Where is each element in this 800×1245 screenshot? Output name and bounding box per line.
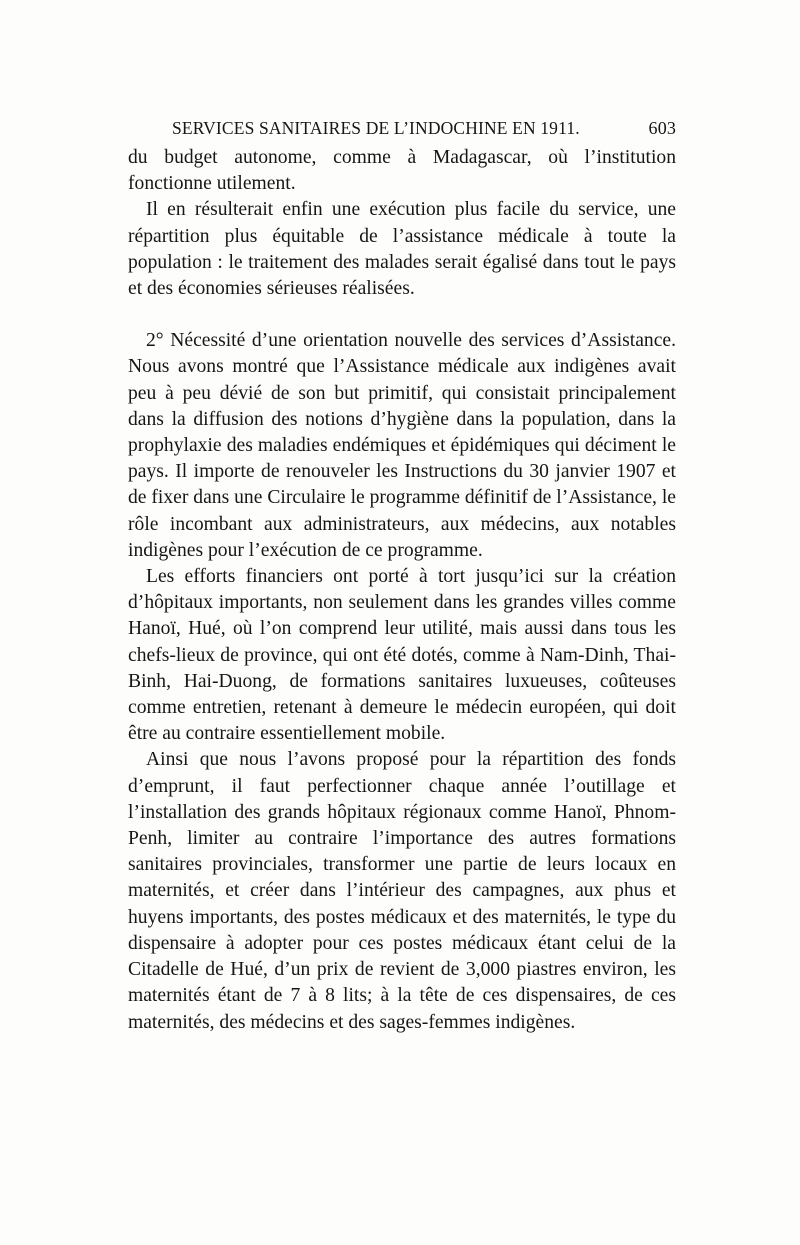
paragraph-consequence: Il en résulterait enfin une exécution plus facile du service, une répartition plus équitable de l’assistance médicale à toute la population : le traitement des malades serait égalisé dans tout le pays et des économies sérieuses réalisées.: [128, 199, 676, 300]
running-title: SERVICES SANITAIRES DE L’INDOCHINE EN 1911.: [172, 118, 580, 138]
paragraph-continuation: du budget autonome, comme à Madagascar, où l’institution fonctionne utilement.: [128, 147, 676, 195]
page-number: 603: [648, 118, 676, 138]
body-text: [128, 145, 676, 1036]
paragraph-section-2: 2° Nécessité d’une orientation nouvelle des services d’Assistance. Nous avons montré que l’Assistance médicale aux indigènes avait peu à peu dévié de son but primitif, qui consistait principalement dans la diffusion des notions d’hygiène dans la population, dans la prophylaxie des maladies endémiques et épidémiques qui déciment le pays. Il importe de renouveler les Instructions du 30 janvier 1907 et de fixer dans une Circulaire le programme définitif de l’Assistance, le rôle incombant aux administrateurs, aux médecins, aux notables indigènes pour l’exécution de ce programme.: [128, 330, 676, 561]
running-head: [128, 118, 676, 146]
paragraph-proposal: Ainsi que nous l’avons proposé pour la répartition des fonds d’emprunt, il faut perfectionner chaque année l’outillage et l’installation des grands hôpitaux régionaux comme Hanoï, Phnom-Penh, limiter au contraire l’importance des autres formations sanitaires provinciales, transformer une partie de leurs locaux en maternités, et créer dans l’intérieur des campagnes, aux phus et huyens importants, des postes médicaux et des maternités, le type du dispensaire à adopter pour ces postes médicaux étant celui de la Citadelle de Hué, d’un prix de revient de 3,000 piastres environ, les maternités étant de 7 à 8 lits; à la tête de ces dispensaires, de ces maternités, des médecins et des sages-femmes indigènes.: [128, 749, 676, 1033]
paragraph-financial-efforts: Les efforts financiers ont porté à tort jusqu’ici sur la création d’hôpitaux importants, non seulement dans les grandes villes comme Hanoï, Hué, où l’on comprend leur utilité, mais aussi dans tous les chefs-lieux de province, qui ont été dotés, comme à Nam-Dinh, Thai-Binh, Hai-Duong, de formations sanitaires luxueuses, coûteuses comme entretien, retenant à demeure le médecin européen, qui doit être au contraire essentiellement mobile.: [128, 566, 676, 745]
